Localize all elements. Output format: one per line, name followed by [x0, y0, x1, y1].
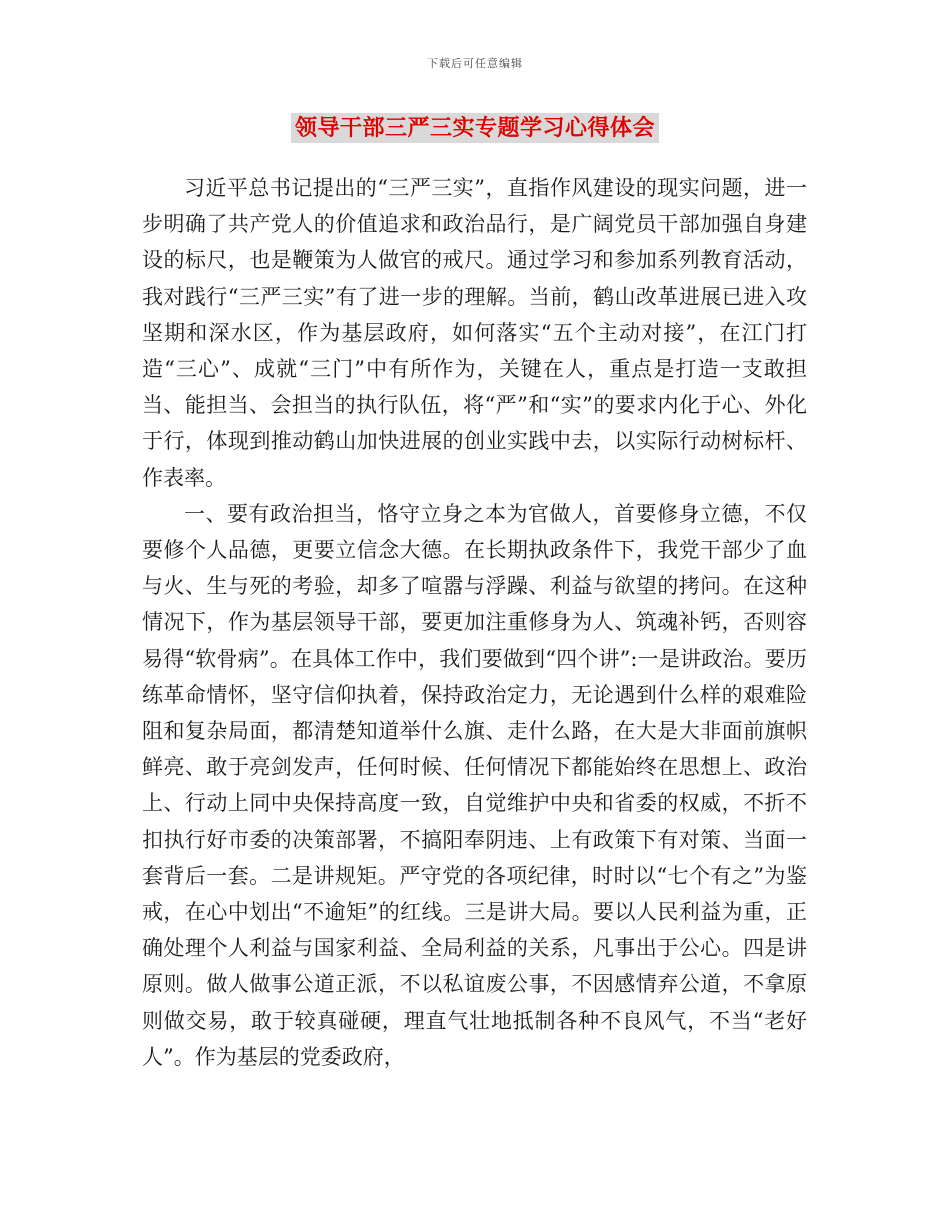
paragraph-2: 一、要有政治担当，恪守立身之本为官做人，首要修身立德，不仅要修个人品德，更要立信念大德。在长期执政条件下，我党干部少了血与火、生与死的考验，却多了喧嚣与浮躁、利益与欲望的拷问。在这种情况下，作为基层领导干部，要更加注重修身为人、筑魂补钙，否则容易得“软骨病”。在具体工作中，我们要做到“四个讲”:一是讲政治。要历练革命情怀，坚守信仰执着，保持政治定力，无论遇到什么样的艰难险阻和复杂局面，都清楚知道举什么旗、走什么路，在大是大非面前旗帜鲜亮、敢于亮剑发声，任何时候、任何情况下都能始终在思想上、政治上、行动上同中央保持高度一致，自觉维护中央和省委的权威，不折不扣执行好市委的决策部署，不搞阳奉阴违、上有政策下有对策、当面一套背后一套。二是讲规矩。严守党的各项纪律，时时以“七个有之”为鉴戒，在心中划出“不逾矩”的红线。三是讲大局。要以人民利益为重，正确处理个人利益与国家利益、全局利益的关系，凡事出于公心。四是讲原则。做人做事公道正派，不以私谊废公事，不因感情弃公道，不拿原则做交易，敢于较真碰硬，理直气壮地抵制各种不良风气，不当“老好人”。作为基层的党委政府，	[142, 501, 807, 1069]
title-container	[0, 113, 950, 143]
document-title: 领导干部三严三实专题学习心得体会	[291, 113, 659, 143]
header-note: 下载后可任意编辑	[427, 57, 523, 70]
document-body	[142, 170, 807, 1075]
paragraph-1: 习近平总书记提出的“三严三实”，直指作风建设的现实问题，进一步明确了共产党人的价值追求和政治品行，是广阔党员干部加强自身建设的标尺，也是鞭策为人做官的戒尺。通过学习和参加系列教育活动，我对践行“三严三实”有了进一步的理解。当前，鹤山改革进展已进入攻坚期和深水区，作为基层政府，如何落实“五个主动对接”，在江门打造“三心”、成就“三门”中有所作为，关键在人，重点是打造一支敢担当、能担当、会担当的执行队伍，将“严”和“实”的要求内化于心、外化于行，体现到推动鹤山加快进展的创业实践中去，以实际行动树标杆、作表率。	[142, 176, 807, 490]
